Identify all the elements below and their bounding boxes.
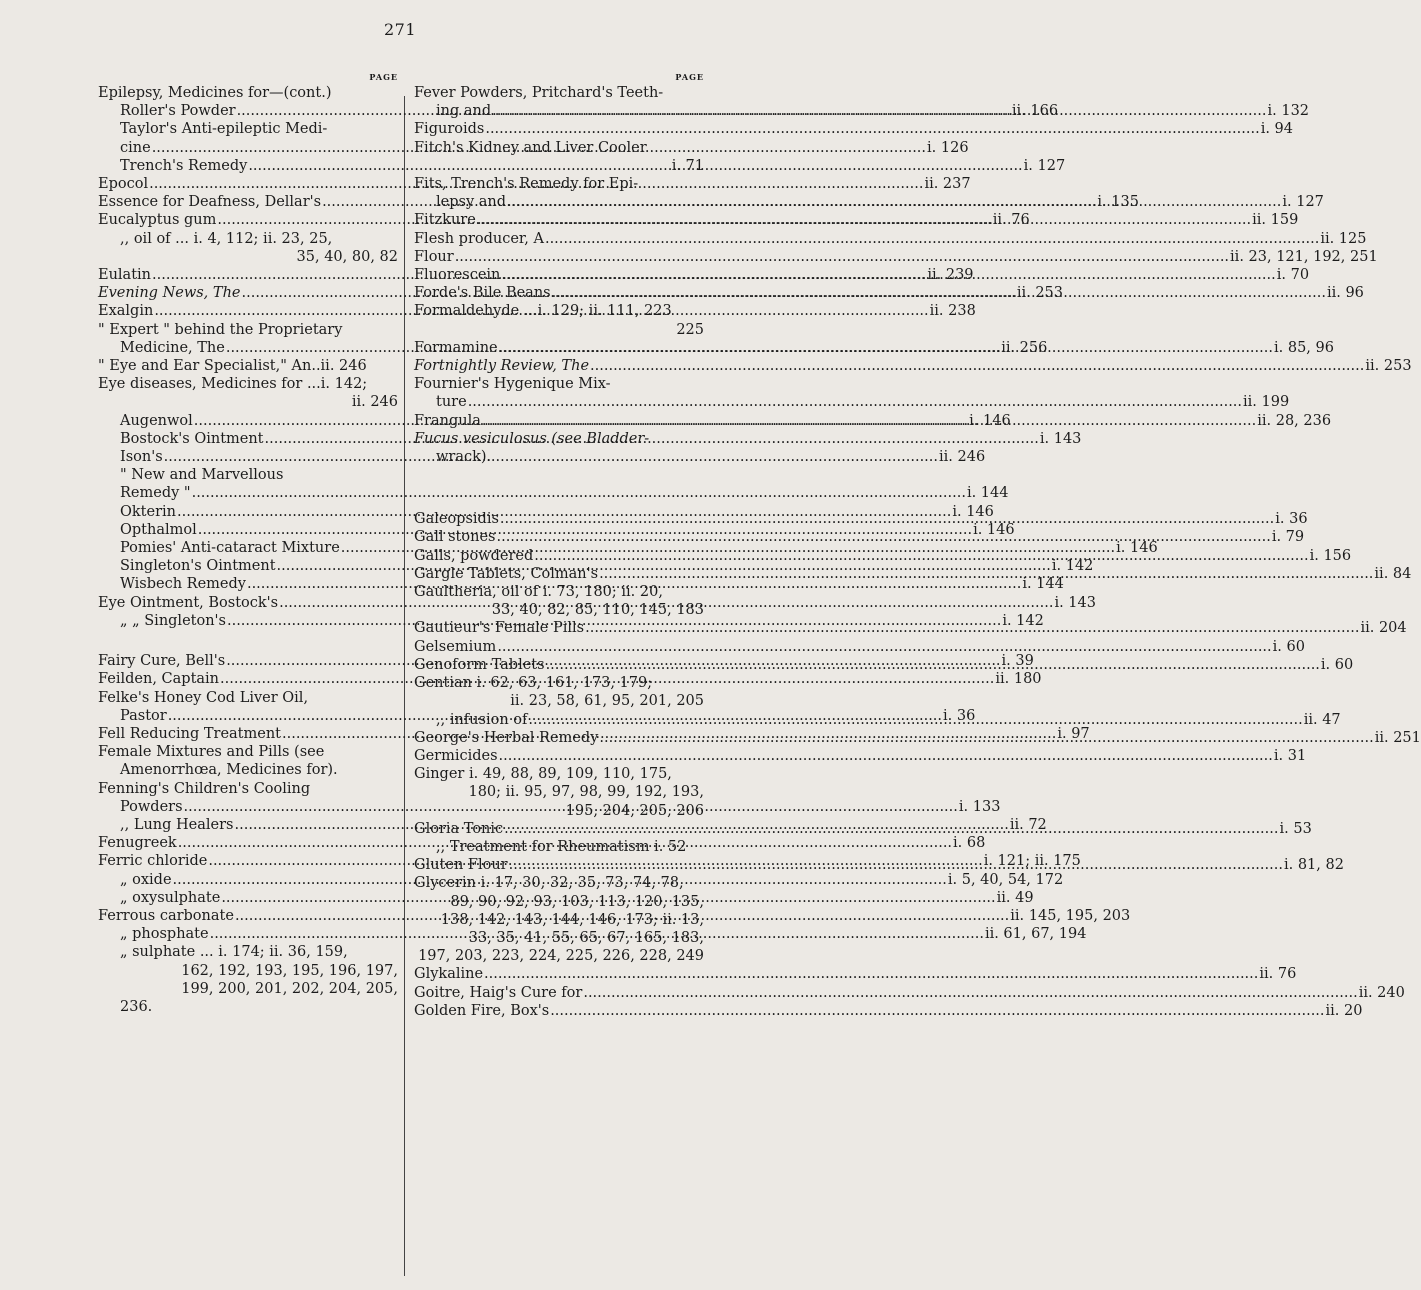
entry-page-ref: i. 97 [1057, 725, 1090, 742]
entry-page-ref: ii. 253 [1365, 358, 1412, 375]
index-entry: Gaultheria, oil of i. 73, 180; ii. 20, [414, 584, 663, 601]
entry-page-ref: i. 36 [1275, 511, 1308, 528]
entry-term: Gluten Flour [414, 857, 508, 874]
entry-page-ref: i. 132 [1267, 103, 1310, 120]
leader-dots [468, 393, 1242, 411]
entry-page-ref: ii. 28, 236 [1257, 412, 1332, 429]
entry-page-ref: ii. 237 [924, 176, 971, 193]
entry-term: Medicine, The [120, 339, 225, 356]
entry-term: „ phosphate [120, 926, 209, 943]
index-entry: Fournier's Hygenique Mix- [414, 376, 611, 393]
leader-dots [585, 619, 1359, 637]
entry-page-ref: ii. 76 [1259, 966, 1297, 983]
leader-dots [504, 820, 1278, 838]
index-entry: „ sulphate ... i. 174; ii. 36, 159, [120, 944, 348, 961]
leader-dots [583, 984, 1357, 1002]
entry-page-ref: ii. 145, 195, 203 [1010, 907, 1131, 924]
entry-term: Ferric chloride [98, 853, 208, 870]
entry-continuation: 33, 35, 41, 55, 65, 67, 165, 183, [468, 929, 704, 946]
entry-page-ref: ii. 20 [1325, 1002, 1363, 1019]
entry-term: Flour [414, 248, 454, 265]
entry-term: Eucalyptus gum [98, 212, 217, 229]
entry-page-ref: ii. 76 [992, 212, 1030, 229]
entry-continuation: 225 [676, 321, 704, 338]
entry-term: Gautieur's Female Pills [414, 620, 585, 637]
entry-continuation: 138, 142, 143, 144, 146, 173; ii. 13, [440, 911, 704, 928]
entry-term: Fairy Cure, Bell's [98, 653, 226, 670]
index-entry: Taylor's Anti-epileptic Medi- [120, 121, 328, 138]
entry-term: „ oxysulphate [120, 889, 221, 906]
leader-dots [455, 248, 1229, 266]
index-entry [98, 484, 1009, 502]
leader-dots [546, 656, 1320, 674]
entry-term: Pomies' Anti-cataract Mixture [120, 540, 340, 557]
entry-continuation: 33, 40, 82, 85, 110, 145, 183 [491, 602, 704, 619]
leader-dots [507, 193, 1281, 211]
entry-term: ,, infusion of [436, 711, 528, 728]
leader-dots [528, 711, 1302, 729]
entry-page-ref: i. 142 [1002, 612, 1044, 629]
leader-dots [485, 120, 1259, 138]
entry-term: ture [436, 394, 467, 411]
entry-term: Eye Ointment, Bostock's [98, 594, 279, 611]
entry-page-ref: i. 146 [969, 412, 1011, 429]
index-entry: Fitch's Kidney and Liver Cooler [414, 139, 647, 156]
entry-page-ref: i. 53 [1279, 820, 1312, 837]
page-label: PAGE [369, 72, 398, 82]
entry-page-ref: i. 60 [1320, 656, 1354, 673]
entry-page-ref: i. 31 [1273, 747, 1307, 764]
entry-continuation: 180; ii. 95, 97, 98, 99, 192, 193, [468, 784, 704, 801]
entry-continuation: 195, 204, 205, 206 [565, 802, 704, 819]
entry-page-ref: ii. 239 [927, 267, 974, 284]
entry-term: Goitre, Haig's Cure for [414, 984, 583, 1001]
leader-dots [599, 565, 1373, 583]
entry-page-ref: i. 146 [973, 521, 1015, 538]
entry-term: Eulatin [98, 267, 152, 284]
entry-page-ref: ii. 23, 121, 192, 251 [1230, 248, 1378, 265]
index-entry: Fucus vesiculosus (see Bladder- [414, 430, 650, 447]
entry-page-ref: ii. 251 [1374, 729, 1421, 746]
leader-dots [499, 747, 1273, 765]
entry-page-ref: ii. 72 [1009, 816, 1047, 833]
entry-term: Exalgin [98, 303, 154, 320]
entry-page-ref: i. 144 [966, 485, 1009, 502]
entry-page-ref: i. 143 [1054, 594, 1096, 611]
leader-dots [534, 547, 1308, 565]
entry-term: Singleton's Ointment [120, 558, 276, 575]
leader-dots [509, 856, 1283, 874]
entry-term: Galls, powdered [414, 547, 534, 564]
index-entry: Formaldehyde ...i. 129; ii. 111, 223 [414, 303, 672, 320]
index-entry [414, 393, 1290, 411]
leader-dots [477, 211, 1251, 229]
entry-term: Fenugreek [98, 835, 177, 852]
leader-dots [552, 284, 1326, 302]
entry-term: Forde's Bile Beans [414, 285, 551, 302]
entry-page-ref: i. 156 [1309, 547, 1352, 564]
index-entry: Epilepsy, Medicines for—(cont.) [98, 85, 332, 101]
entry-term: ,, Lung Healers [120, 816, 234, 833]
entry-continuation: ii. 246 [351, 394, 398, 411]
index-entry: Fits, Trench's Remedy for Epi- [414, 176, 639, 193]
entry-term: Evening News, The [98, 285, 241, 302]
leader-dots [496, 528, 1270, 546]
entry-term: Gargle Tablets, Colman's [414, 565, 599, 582]
entry-term: Fluorescein [414, 267, 501, 284]
entry-page-ref: ii. 125 [1320, 230, 1367, 247]
entry-page-ref: ii. 159 [1252, 212, 1299, 229]
entry-term: Golden Fire, Box's [414, 1002, 550, 1019]
index-entry [414, 747, 1307, 765]
index-entry: Felke's Honey Cod Liver Oil, [98, 689, 309, 706]
entry-term: Fell Reducing Treatment [98, 725, 281, 742]
entry-term: cine [120, 139, 151, 156]
index-entry [414, 230, 1367, 248]
index-entry: ,, oil of ... i. 4, 112; ii. 23, 25, [120, 230, 333, 247]
section-gap [98, 630, 398, 652]
leader-dots [550, 1002, 1324, 1020]
entry-page-ref: ii. 84 [1374, 565, 1412, 582]
index-entry: 236. [120, 998, 153, 1015]
entry-page-ref: i. 135 [1097, 194, 1139, 211]
index-entry [414, 1002, 1363, 1020]
entry-page-ref: i. 133 [958, 798, 1001, 815]
entry-page-ref: ii. 180 [995, 671, 1042, 688]
entry-page-ref: i. 127 [1282, 194, 1324, 211]
entry-page-ref: i. 85, 96 [1273, 339, 1334, 356]
entry-page-ref: ii. 238 [929, 303, 976, 320]
entry-page-ref: i. 81, 82 [1283, 857, 1344, 874]
entry-term: Feilden, Captain [98, 671, 220, 688]
entry-term: Genoform Tablets [414, 656, 545, 673]
leader-dots [500, 510, 1274, 528]
index-entry: Gentian i. 62, 63, 161, 173, 179; [414, 675, 653, 692]
index-entry [414, 965, 1297, 983]
index-entry: Glycerin i. 17, 30, 32, 35, 73, 74, 78, [414, 875, 684, 892]
leader-dots [482, 412, 1256, 430]
entry-page-ref: i. 127 [1023, 157, 1066, 174]
entry-term: Opthalmol [120, 521, 197, 538]
index-entry [414, 984, 1405, 1002]
entry-page-ref: i. 121; ii. 175 [983, 853, 1081, 870]
entry-term: Okterin [120, 503, 176, 520]
index-entry: " New and Marvellous [120, 467, 284, 484]
entry-term: Glykaline [414, 966, 484, 983]
section-gap [414, 466, 704, 510]
entry-term: Trench's Remedy [120, 157, 248, 174]
entry-term: lepsy and [436, 194, 507, 211]
leader-dots [501, 266, 1275, 284]
entry-term: Figuroids [414, 121, 485, 138]
entry-page-ref: ii. 49 [996, 889, 1034, 906]
index-entry [414, 638, 1305, 656]
leader-dots [545, 230, 1319, 248]
entry-term: Essence for Deafness, Dellar's [98, 194, 322, 211]
entry-page-ref: i. 68 [953, 835, 986, 852]
leader-dots [499, 339, 1273, 357]
entry-page-ref: i. 70 [1276, 267, 1310, 284]
entry-term: Epocol [98, 176, 149, 193]
entry-term: Powders [120, 798, 183, 815]
entry-term: Fortnightly Review, The [414, 358, 590, 375]
index-entry [414, 248, 1378, 266]
entry-page-ref: ii. 166 [1011, 103, 1059, 120]
page-label: PAGE [675, 72, 704, 82]
entry-page-ref: ii. 61, 67, 194 [984, 926, 1087, 943]
leader-dots [492, 102, 1266, 120]
entry-term: Remedy " [120, 485, 191, 502]
index-entry: Female Mixtures and Pills (see [98, 744, 325, 761]
entry-term: George's Herbal Remedy [414, 729, 599, 746]
index-entry [414, 120, 1293, 138]
entry-term: Gloria Tonic [414, 820, 504, 837]
entry-term: Galeopsidis [414, 511, 499, 528]
entry-page-ref: i. 39 [1001, 653, 1034, 670]
leader-dots [497, 638, 1271, 656]
leader-dots [599, 729, 1373, 747]
entry-term: Bostock's Ointment [120, 430, 264, 447]
entry-page-ref: i. 143 [1039, 430, 1082, 447]
entry-continuation: i. 71 [671, 157, 704, 174]
entry-page-ref: i. 79 [1271, 529, 1305, 546]
index-entry: ,, Treatment for Rheumatism i. 52 [436, 838, 687, 855]
index-entry: Fenning's Children's Cooling [98, 780, 311, 797]
index-entry: Fever Powders, Pritchard's Teeth- [414, 85, 664, 101]
entry-term: Augenwol [120, 412, 193, 429]
entry-term: Flesh producer, A [414, 230, 544, 247]
entry-page-ref: i. 60 [1272, 638, 1305, 655]
entry-page-ref: ii. 240 [1358, 984, 1405, 1001]
entry-term: Gelsemium [414, 638, 497, 655]
entry-term: Ison's [120, 449, 163, 466]
entry-continuation: 197, 203, 223, 224, 225, 226, 228, 249 [418, 948, 704, 965]
index-entry [414, 357, 1412, 375]
entry-page-ref: i. 94 [1260, 121, 1293, 138]
entry-page-ref: i. 146 [952, 503, 994, 520]
entry-continuation: ii. 23, 58, 61, 95, 201, 205 [510, 693, 704, 710]
entry-continuation: 162, 192, 193, 195, 196, 197, [181, 962, 398, 979]
entry-page-ref: i. 142 [1051, 558, 1094, 575]
leader-dots [590, 357, 1364, 375]
index-entry: " Eye and Ear Specialist," An..ii. 246 [98, 358, 367, 375]
entry-term: Pastor [120, 707, 167, 724]
entry-term: Frangula [414, 412, 481, 429]
entry-term: „ „ Singleton's [120, 612, 226, 629]
entry-term: Ferrous carbonate [98, 907, 234, 924]
index-entry: Ginger i. 49, 88, 89, 109, 110, 175, [414, 766, 672, 783]
entry-page-ref: i. 126 [927, 139, 969, 156]
entry-continuation: 199, 200, 201, 202, 204, 205, [181, 980, 398, 997]
entry-page-ref: ii. 246 [939, 449, 986, 466]
entry-page-ref: ii. 47 [1303, 711, 1341, 728]
entry-term: ing and [436, 103, 492, 120]
index-entry: " Expert " behind the Proprietary [98, 321, 343, 338]
entry-page-ref: ii. 96 [1326, 285, 1364, 302]
page-number: 271 [383, 20, 417, 39]
entry-term: Germicides [414, 747, 498, 764]
entry-term: „ oxide [120, 871, 172, 888]
index-entry: Amenorrhœa, Medicines for). [120, 762, 338, 779]
entry-page-ref: ii. 253 [1016, 285, 1064, 302]
entry-term: Gall stones [414, 529, 496, 546]
leader-dots [484, 965, 1258, 983]
index-entry: wrack). [436, 449, 492, 466]
entry-term: Wisbech Remedy [120, 576, 246, 593]
entry-page-ref: i. 146 [1116, 540, 1158, 557]
entry-continuation: 89, 90, 92, 93, 103, 113, 120, 135, [450, 893, 704, 910]
entry-page-ref: ii. 204 [1360, 620, 1407, 637]
entry-term: Roller's Powder [120, 103, 236, 120]
entry-term: Fitzkure [414, 212, 476, 229]
entry-term: Formamine [414, 339, 498, 356]
entry-page-ref: i. 144 [1022, 576, 1064, 593]
entry-continuation: 35, 40, 80, 82 [296, 248, 398, 265]
entry-page-ref: ii. 256 [1001, 339, 1048, 356]
index-entry: Eye diseases, Medicines for ...i. 142; [98, 376, 368, 393]
entry-page-ref: ii. 199 [1243, 394, 1290, 411]
entry-page-ref: i. 36 [943, 707, 976, 724]
entry-page-ref: i. 5, 40, 54, 172 [947, 871, 1064, 888]
